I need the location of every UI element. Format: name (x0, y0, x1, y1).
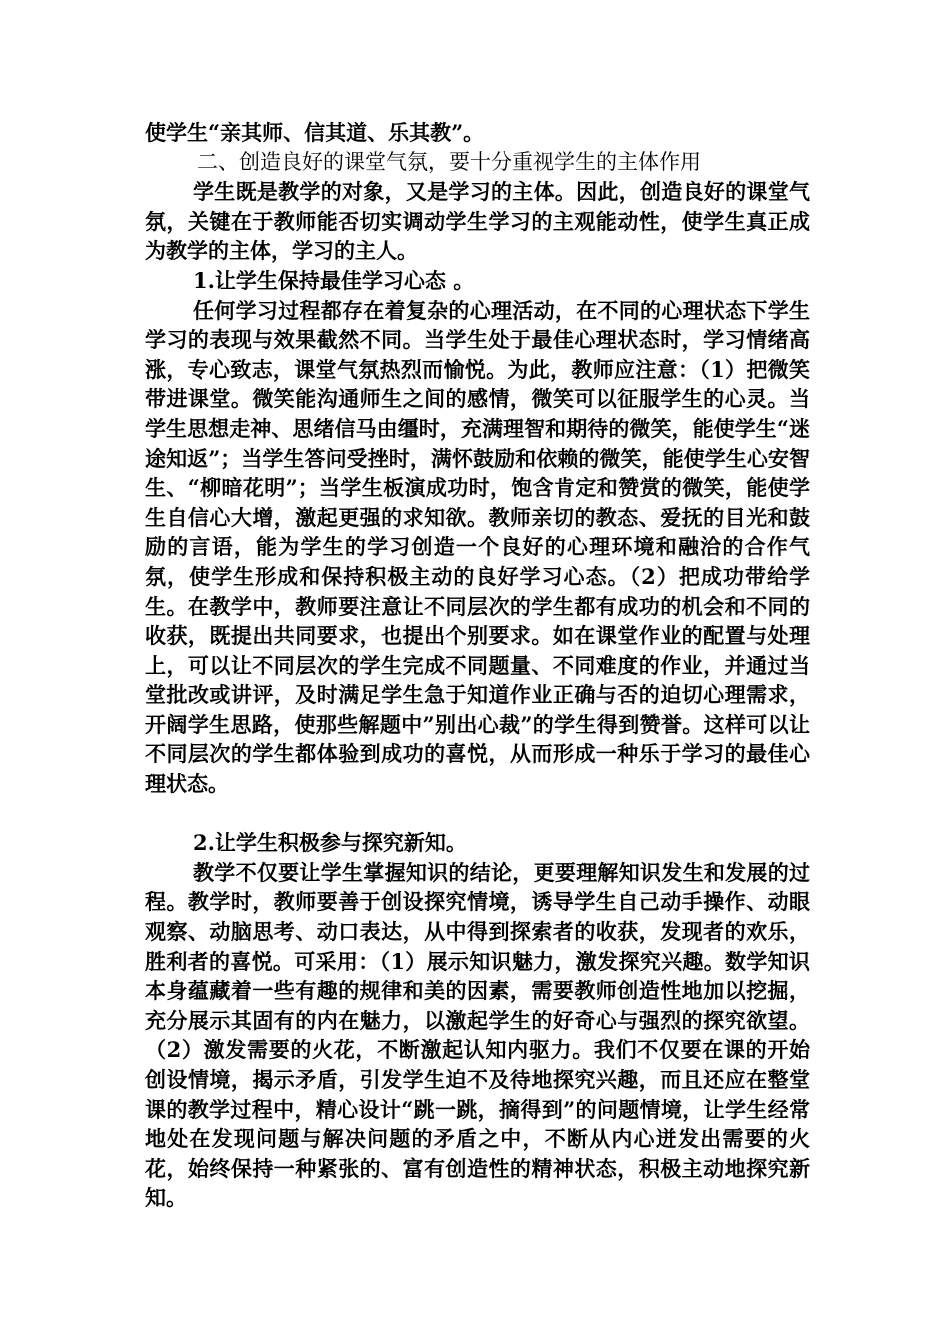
subheading-1: 1.让学生保持最佳学习心态 。 (193, 267, 475, 293)
section-heading: 二、创造良好的课堂气氛，要十分重视学生的主体作用 (197, 149, 701, 174)
paragraph-continuation: 使学生“亲其师、信其道、乐其教”。 (145, 120, 485, 145)
paragraph-intro: 学生既是教学的对象，又是学习的主体。因此，创造良好的课堂气氛，关键在于教师能否切实调动学生学习的主观能动性，使学生真正成为教学的主体，学习的主人。 (145, 179, 810, 264)
subheading-2: 2.让学生积极参与探究新知。 (193, 830, 467, 856)
paragraph-1: 任何学习过程都存在着复杂的心理活动，在不同的心理状态下学生学习的表现与效果截然不同。当学生处于最佳心理状态时，学习情绪高涨，专心致志，课堂气氛热烈而愉悦。为此，教师应注意：（1）把微笑带进课堂。微笑能沟通师生之间的感情，微笑可以征服学生的心灵。当学生思想走神、思绪信马由缰时，充满理智和期待的微笑，能使学生“迷途知返”；当学生答问受挫时，满怀鼓励和依赖的微笑，能使学生心安智生、“柳暗花明”；当学生板演成功时，饱含肯定和赞赏的微笑，能使学生自信心大增，激起更强的求知欲。教师亲切的教态、爱抚的目光和鼓励的言语，能为学生的学习创造一个良好的心理环境和融洽的合作气氛，使学生形成和保持积极主动的良好学习心态。（2）把成功带给学生。在教学中，教师要注意让不同层次的学生都有成功的机会和不同的收获，既提出共同要求，也提出个别要求。如在课堂作业的配置与处理上，可以让不同层次的学生完成不同题量、不同难度的作业，并通过当堂批改或讲评，及时满足学生急于知道作业正确与否的迫切心理需求，开阔学生思路，使那些解题中”别出心裁”的学生得到赞誉。这样可以让不同层次的学生都体验到成功的喜悦，从而形成一种乐于学习的最佳心理状态。 (145, 297, 810, 797)
document-body (145, 118, 810, 1213)
blank-line (145, 799, 810, 829)
paragraph-2: 教学不仅要让学生掌握知识的结论，更要理解知识发生和发展的过程。教学时，教师要善于创设探究情境，诱导学生自己动手操作、动眼观察、动脑思考、动口表达，从中得到探索者的收获，发现者的欢乐，胜利者的喜悦。可采用：（1）展示知识魅力，激发探究兴趣。数学知识本身蕴藏着一些有趣的规律和美的因素，需要教师创造性地加以挖掘，充分展示其固有的内在魅力，以激起学生的好奇心与强烈的探究欲望。（2）激发需要的火花，不断激起认知内驱力。我们不仅要在课的开始创设情境，揭示矛盾，引发学生迫不及待地探究兴趣，而且还应在整堂课的教学过程中，精心设计“跳一跳，摘得到”的问题情境，让学生经常地处在发现问题与解决问题的矛盾之中，不断从内心迸发出需要的火花，始终保持一种紧张的、富有创造性的精神状态，积极主动地探究新知。 (145, 859, 810, 1211)
